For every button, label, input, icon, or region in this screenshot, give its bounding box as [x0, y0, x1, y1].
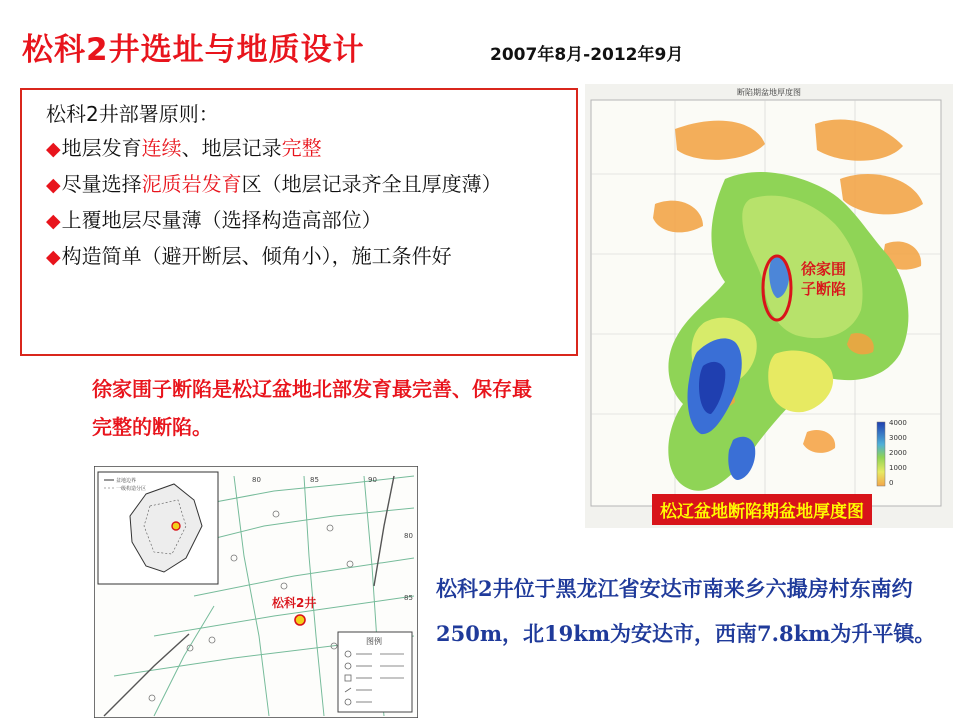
principle-text: 构造简单（避开断层、倾角小），施工条件好 [61, 244, 452, 268]
principle-keyword: 完整 [281, 136, 322, 160]
diamond-bullet-icon: ◆ [46, 174, 61, 196]
principle-item [46, 207, 566, 235]
well-location-text: 松科2井位于黑龙江省安达市南来乡六撮房村东南约250m，北19km为安达市，西南7.8km为升平镇。 [436, 576, 936, 646]
principle-keyword: 连续 [141, 136, 182, 160]
thickness-scale-bar [877, 422, 885, 486]
scale-tick-label: 4000 [889, 419, 907, 427]
location-map [94, 466, 418, 718]
scale-tick-label: 3000 [889, 434, 907, 442]
principles-box [20, 88, 578, 356]
location-legend-title: 图例 [366, 637, 382, 646]
page-title: 松科2井选址与地质设计 [22, 32, 365, 68]
inset-legend-2: 一级构造分区 [116, 486, 147, 492]
principle-text: 尽量选择 [61, 172, 142, 196]
principle-item [46, 243, 566, 271]
well-label: 松科2井 [272, 596, 317, 610]
grid-label-1: 80 [252, 476, 261, 484]
principle-text: 上覆地层尽量薄（选择构造高部位） [61, 208, 382, 232]
date-range: 2007年8月-2012年9月 [490, 45, 684, 65]
well-marker [295, 615, 305, 625]
xujiaweizi-label: 徐家围 子断陷 [801, 260, 847, 298]
diamond-bullet-icon: ◆ [46, 210, 61, 232]
grid-label-2: 85 [310, 476, 319, 484]
principle-item [46, 135, 566, 163]
grid-label-3: 90 [368, 476, 377, 484]
basin-description: 徐家围子断陷是松辽盆地北部发育最完善、保存最完整的断陷。 [92, 377, 532, 439]
principle-text: 、地层记录 [181, 136, 282, 160]
principle-text: 地层发育 [61, 136, 142, 160]
principle-text: 区（地层记录齐全且厚度薄） [241, 172, 502, 196]
principle-item [46, 171, 566, 199]
principles-list [46, 135, 566, 271]
diamond-bullet-icon: ◆ [46, 138, 61, 160]
principle-keyword: 泥质岩发育 [141, 172, 242, 196]
grid-label-4: 80 [404, 532, 413, 540]
grid-label-5: 85 [404, 594, 413, 602]
diamond-bullet-icon: ◆ [46, 246, 61, 268]
principles-heading: 松科2井部署原则： [46, 102, 219, 126]
inset-well-marker [172, 522, 180, 530]
scale-tick-label: 1000 [889, 464, 907, 472]
inset-legend-1: 盆地边界 [116, 478, 137, 484]
scale-tick-label: 2000 [889, 449, 907, 457]
thickness-map [585, 84, 953, 528]
thickness-map-title: 断陷期盆地厚度图 [737, 88, 801, 97]
thickness-map-caption: 松辽盆地断陷期盆地厚度图 [652, 494, 872, 525]
scale-tick-label: 0 [889, 479, 894, 487]
